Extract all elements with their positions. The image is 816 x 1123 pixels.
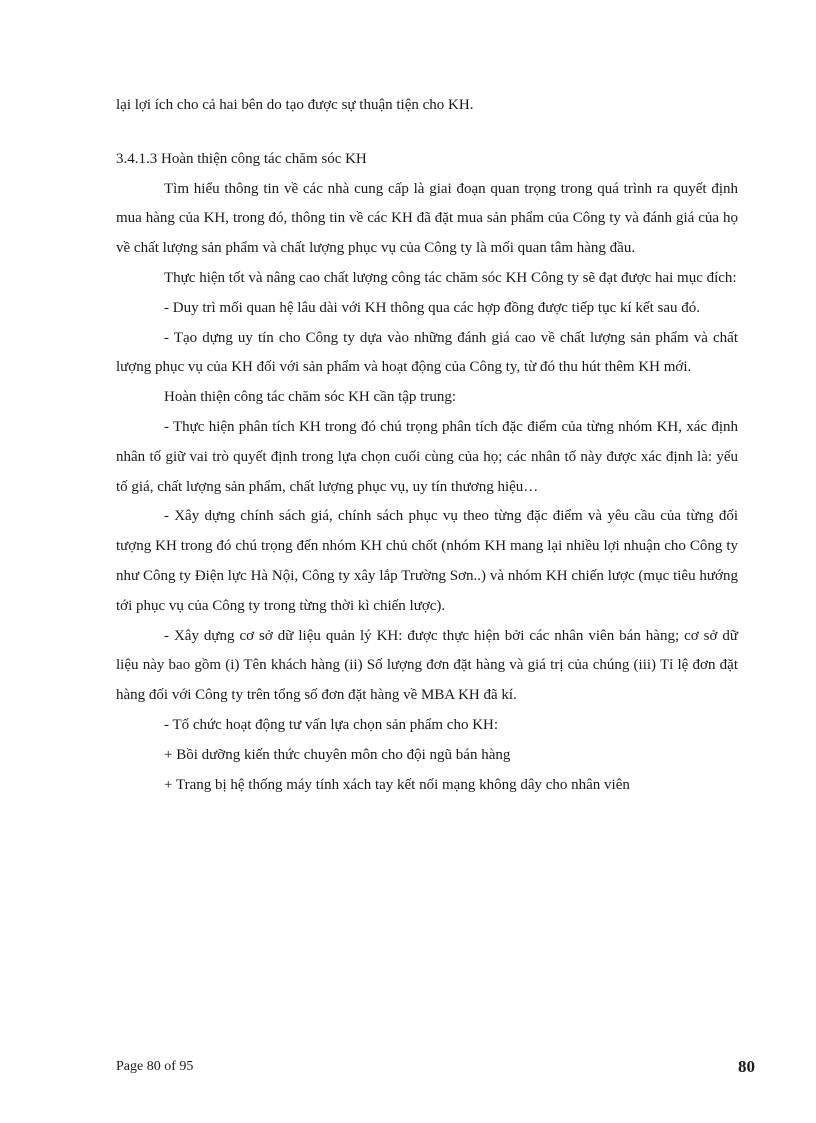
sub-list-item: + Trang bị hệ thống máy tính xách tay kết nối mạng không dây cho nhân viên (164, 776, 630, 793)
list-item: - Thực hiện phân tích KH trong đó chú trọng phân tích đặc điểm của từng nhóm KH, xác định nhân tố giữ vai trò quyết định trong lựa chọn cuối cùng của họ; các nhân tố này được xác định là: yếu tố giá, chất lượng sản phẩm, chất lượng phục vụ, uy tín thương hiệu… (116, 418, 738, 495)
sub-list-item: + Bồi dưỡng kiến thức chuyên môn cho đội ngũ bán hàng (164, 746, 511, 763)
page-body (116, 91, 738, 800)
list-item: - Tạo dựng uy tín cho Công ty dựa vào những đánh giá cao về chất lượng sản phẩm và chất lượng phục vụ của KH đối với sản phẩm và hoạt động của Công ty, từ đó thu hút thêm KH mới. (116, 329, 738, 376)
paragraph: Tìm hiểu thông tin về các nhà cung cấp là giai đoạn quan trọng trong quá trình ra quyết định mua hàng của KH, trong đó, thông tin về các KH đã đặt mua sản phẩm của Công ty và đánh giá của họ về chất lượng sản phẩm và chất lượng phục vụ của Công ty là mối quan tâm hàng đầu. (116, 180, 738, 257)
section-heading: 3.4.1.3 Hoàn thiện công tác chăm sóc KH (116, 150, 367, 167)
footer-page-label: Page 80 of 95 (116, 1059, 194, 1074)
list-item: - Tổ chức hoạt động tư vấn lựa chọn sản phẩm cho KH: (164, 716, 499, 733)
footer-page-number: 80 (738, 1057, 755, 1076)
list-item: - Xây dựng chính sách giá, chính sách phục vụ theo từng đặc điểm và yêu cầu của từng đối tượng KH trong đó chú trọng đến nhóm KH chủ chốt (nhóm KH mang lại nhiều lợi nhuận cho Công ty như Công ty Điện lực Hà Nội, Công ty xây lắp Trường Sơn..) và nhóm KH chiến lược (mục tiêu hướng tới phục vụ của Công ty trong từng thời kì chiến lược). (116, 508, 738, 614)
list-item: - Xây dựng cơ sở dữ liệu quản lý KH: được thực hiện bởi các nhân viên bán hàng; cơ sở dữ liệu này bao gồm (i) Tên khách hàng (ii) Số lượng đơn đặt hàng và giá trị của chúng (iii) Tỉ lệ đơn đặt hàng đối với Công ty trên tổng số đơn đặt hàng về MBA KH đã kí. (116, 627, 738, 704)
list-item: - Duy trì mối quan hệ lâu dài với KH thông qua các hợp đồng được tiếp tục kí kết sau đó. (164, 299, 700, 316)
paragraph: Hoàn thiện công tác chăm sóc KH cần tập trung: (164, 389, 456, 406)
paragraph-continuation: lại lợi ích cho cả hai bên do tạo được sự thuận tiện cho KH. (116, 97, 474, 113)
paragraph: Thực hiện tốt và nâng cao chất lượng công tác chăm sóc KH Công ty sẽ đạt được hai mục đích: (164, 269, 737, 286)
